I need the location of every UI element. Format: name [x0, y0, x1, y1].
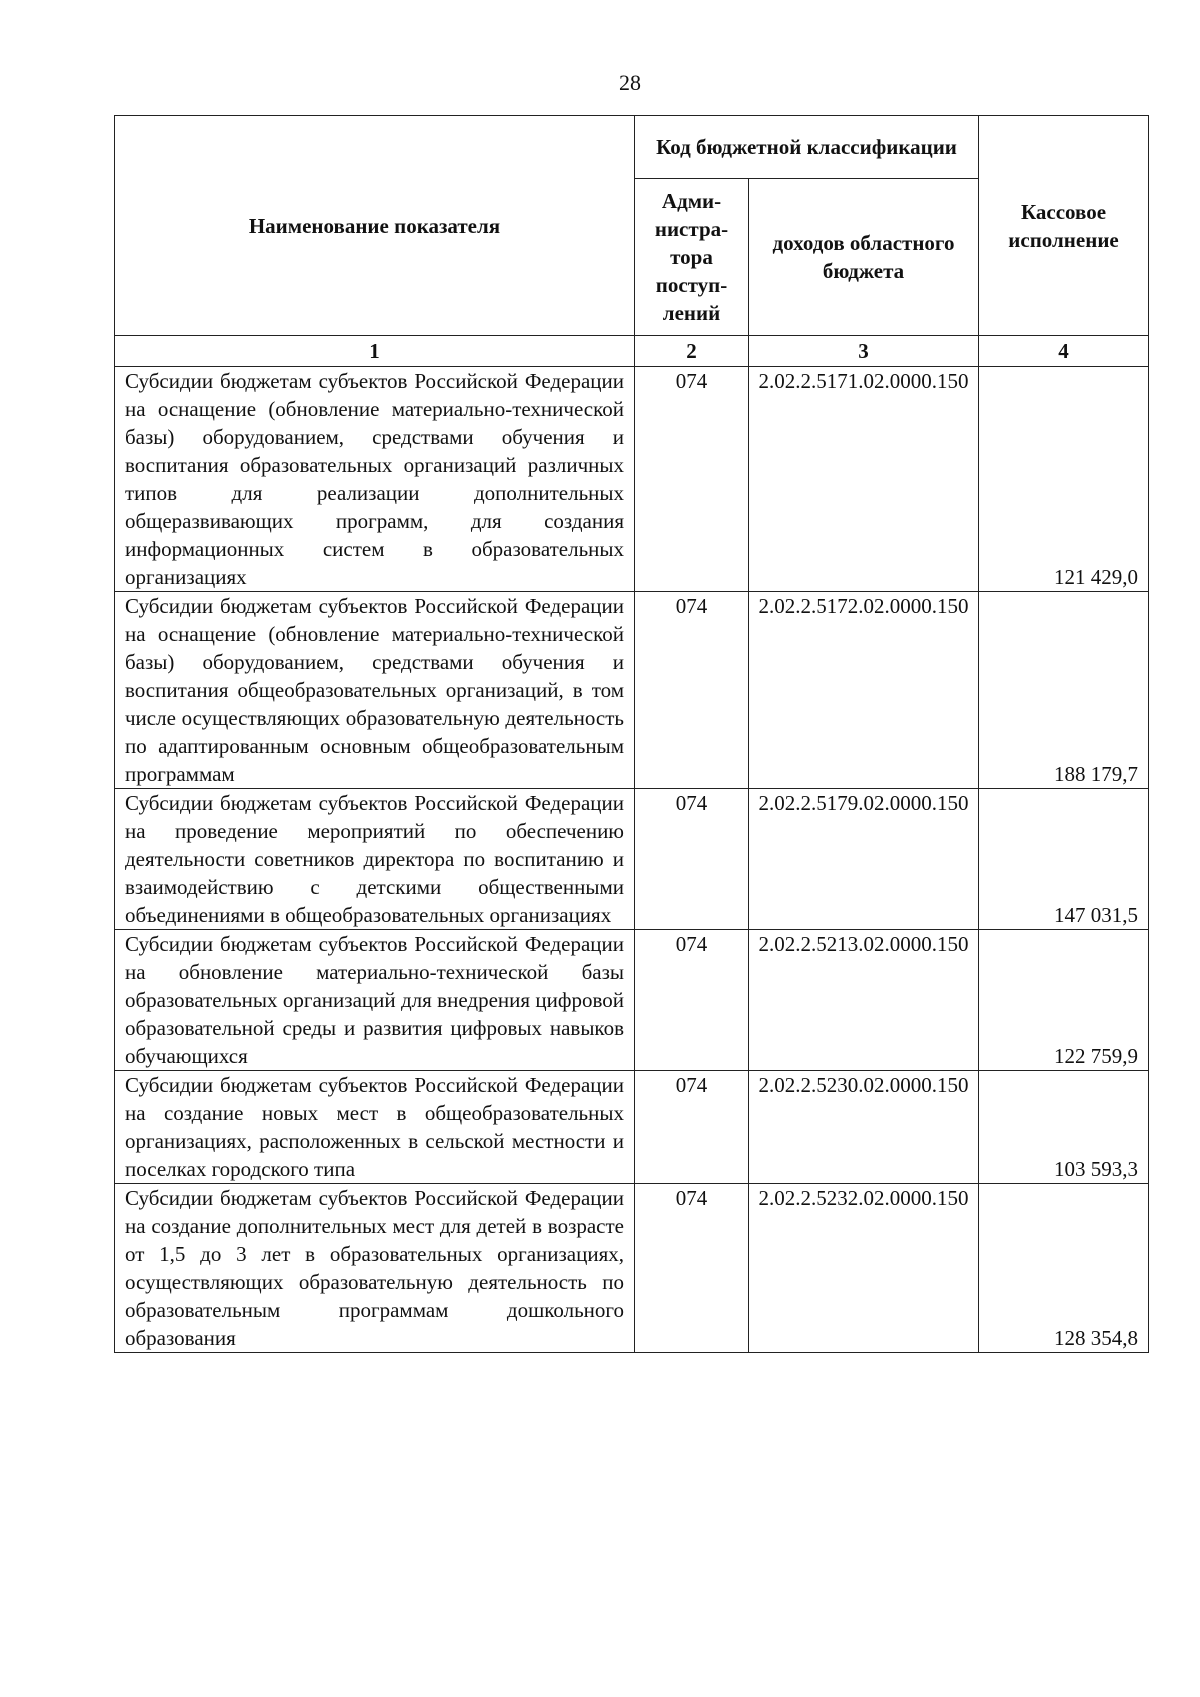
column-number: 3 — [749, 336, 979, 367]
admin-code: 074 — [635, 1071, 749, 1184]
header-code-group: Код бюджетной классификации — [635, 116, 979, 179]
header-income: доходов областного бюджета — [749, 179, 979, 336]
indicator-name: Субсидии бюджетам субъектов Российской Федерации на проведение мероприятий по обеспечению деятельности советников директора по воспитанию и взаимодействию с детскими общественными объединениями в общеобразовательных организациях — [115, 789, 635, 930]
execution-amount: 122 759,9 — [979, 930, 1149, 1071]
admin-code: 074 — [635, 367, 749, 592]
page-number: 28 — [619, 70, 641, 95]
execution-amount: 147 031,5 — [979, 789, 1149, 930]
indicator-name: Субсидии бюджетам субъектов Российской Федерации на создание дополнительных мест для детей в возрасте от 1,5 до 3 лет в образовательных организациях, осуществляющих образовательную деятельность по образовательным программам дошкольного образования — [115, 1184, 635, 1353]
execution-amount: 128 354,8 — [979, 1184, 1149, 1353]
column-number: 1 — [115, 336, 635, 367]
table-row — [115, 789, 1149, 930]
execution-amount: 121 429,0 — [979, 367, 1149, 592]
header-name: Наименование показателя — [115, 116, 635, 336]
column-number: 2 — [635, 336, 749, 367]
table-row — [115, 592, 1149, 789]
income-code: 2.02.2.5230.02.0000.150 — [749, 1071, 979, 1184]
income-code: 2.02.2.5232.02.0000.150 — [749, 1184, 979, 1353]
admin-code: 074 — [635, 789, 749, 930]
table-row — [115, 1071, 1149, 1184]
execution-amount: 188 179,7 — [979, 592, 1149, 789]
admin-code: 074 — [635, 930, 749, 1071]
indicator-name: Субсидии бюджетам субъектов Российской Федерации на оснащение (обновление материально-технической базы) оборудованием, средствами обучения и воспитания общеобразовательных организаций, в том числе осуществляющих образовательную деятельность по адаптированным основным общеобразовательным программам — [115, 592, 635, 789]
admin-code: 074 — [635, 592, 749, 789]
execution-amount: 103 593,3 — [979, 1071, 1149, 1184]
budget-table — [114, 115, 1149, 1353]
column-numbers-row — [115, 336, 1149, 367]
income-code: 2.02.2.5213.02.0000.150 — [749, 930, 979, 1071]
indicator-name: Субсидии бюджетам субъектов Российской Федерации на обновление материально-технической базы образовательных организаций для внедрения цифровой образовательной среды и развития цифровых навыков обучающихся — [115, 930, 635, 1071]
table-row — [115, 930, 1149, 1071]
admin-code: 074 — [635, 1184, 749, 1353]
income-code: 2.02.2.5172.02.0000.150 — [749, 592, 979, 789]
indicator-name: Субсидии бюджетам субъектов Российской Федерации на создание новых мест в общеобразовательных организациях, расположенных в сельской местности и поселках городского типа — [115, 1071, 635, 1184]
column-number: 4 — [979, 336, 1149, 367]
header-execution: Кассовое исполнение — [979, 116, 1149, 336]
header-admin: Адми-нистра-тора поступ-лений — [635, 179, 749, 336]
table-row — [115, 367, 1149, 592]
indicator-name: Субсидии бюджетам субъектов Российской Федерации на оснащение (обновление материально-технической базы) оборудованием, средствами обучения и воспитания образовательных организаций различных типов для реализации дополнительных общеразвивающих программ, для создания информационных систем в образовательных организациях — [115, 367, 635, 592]
income-code: 2.02.2.5171.02.0000.150 — [749, 367, 979, 592]
income-code: 2.02.2.5179.02.0000.150 — [749, 789, 979, 930]
table-row — [115, 1184, 1149, 1353]
